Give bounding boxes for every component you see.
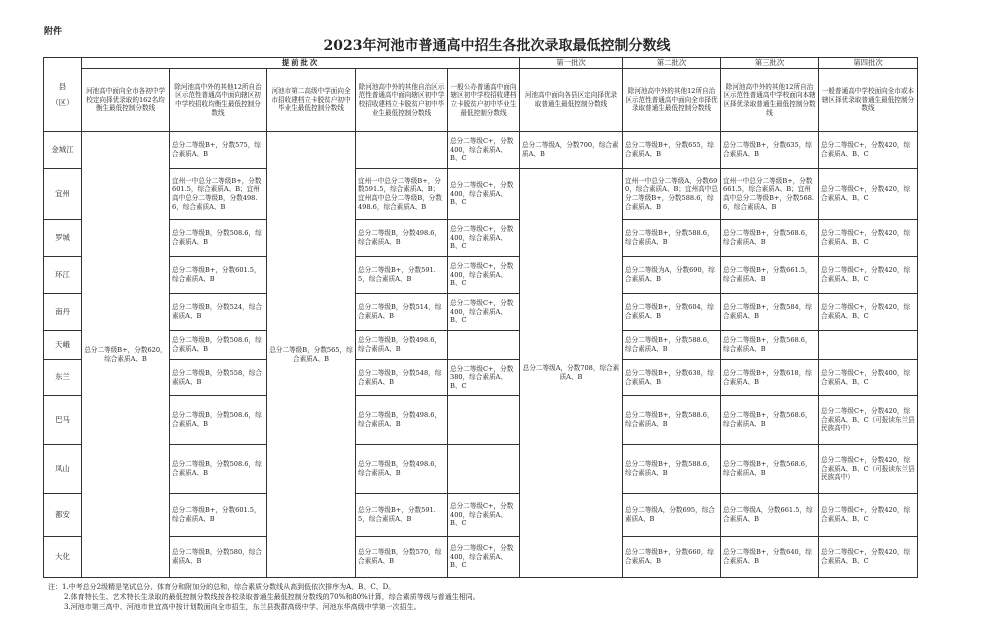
early-col2-cell: 总分二等级B，分数558，综合素质A、B [170, 360, 267, 396]
fourth-batch-cell: 总分二等级C+，分数420，综合素质A、B、C [819, 169, 918, 220]
early-col4-cell: 总分二等级B，分数498.6，综合素质A、B [356, 331, 448, 360]
footnote-1: 注：1.中考总分2级精是笔试总分、体育分和附加分的总和，综合素质分数线从高到低依次排序为A、B、C、D。 [48, 583, 396, 591]
early-col2-cell: 宜州一中总分二等级B+，分数601.5，综合素质A、B；宜州高中总分二等级B，分数498.6，综合素质A、B [170, 169, 267, 220]
county-name: 宜州 [44, 169, 82, 220]
first-batch-top: 总分二等级A，分数700，综合素质A、B [520, 132, 623, 169]
third-batch-cell: 总分二等级B+，分数640，综合素质A、B [721, 537, 819, 578]
county-name: 都安 [44, 494, 82, 537]
second-batch-cell: 总分二等级B+，分数604，综合素质A、B [623, 294, 721, 331]
column-description-2: 除河池高中外的其他12所自治区示范性普通高中面向辖区初中学校招收均衡生最低控制分数线 [170, 69, 267, 132]
early-col2-cell: 总分二等级B，分数508.6，综合素质A、B [170, 396, 267, 445]
fourth-batch-cell: 总分二等级C+，分数400，综合素质A、B、C [819, 360, 918, 396]
column-description-7: 除河池高中外的其他12所自治区示范性普通高中面向全市择优录取普通生最低控制分数线 [623, 69, 721, 132]
county-name: 南丹 [44, 294, 82, 331]
third-batch-cell: 总分二等级A，分数661.5，综合素质A、B [721, 494, 819, 537]
group-early-header: 提前批次 [82, 58, 520, 69]
early-col5-cell [448, 331, 520, 360]
early-col5-cell [448, 445, 520, 494]
third-batch-cell: 总分二等级B+，分数661.5，综合素质A、B [721, 257, 819, 294]
score-table [43, 57, 994, 578]
third-batch-cell: 总分二等级B+，分数568.6，综合素质A、B [721, 445, 819, 494]
footnote-2: 2.体育特长生、艺术特长生录取的最低控制分数线按各校录取普通生最低控制分数线的70%和80%计算，综合素质等级与普通生相同。 [64, 593, 480, 601]
early-col4-cell: 总分二等级B，分数548，综合素质A、B [356, 360, 448, 396]
second-batch-cell: 总分二等级B+，分数588.6，综合素质A、B [623, 396, 721, 445]
county-name: 罗城 [44, 220, 82, 257]
second-batch-cell: 总分二等级A，分数695，综合素质A、B [623, 494, 721, 537]
early-col5-cell: 总分二等级C+，分数400，综合素质A、B、C [448, 257, 520, 294]
early-col5-cell: 总分二等级C+，分数400，综合素质A、B、C [448, 132, 520, 169]
county-name: 天峨 [44, 331, 82, 360]
fourth-batch-cell: 总分二等级C+，分数420，综合素质A、B、C [819, 257, 918, 294]
early-col4-cell: 总分二等级B，分数498.6，综合素质A、B [356, 445, 448, 494]
early-col5-cell: 总分二等级C+，分数400，综合素质A、B、C [448, 294, 520, 331]
early-col4-cell: 总分二等级B，分数514，综合素质A、B [356, 294, 448, 331]
early-col2-cell: 总分二等级B+，分数601.5，综合素质A、B [170, 494, 267, 537]
county-name: 环江 [44, 257, 82, 294]
county-name: 凤山 [44, 445, 82, 494]
fourth-batch-cell: 总分二等级C+，分数420，综合素质A、B、C [819, 132, 918, 169]
table-row [44, 257, 994, 294]
third-batch-cell: 总分二等级B+，分数568.6，综合素质A、B [721, 220, 819, 257]
early-col2-cell: 总分二等级B+，分数575，综合素质A、B [170, 132, 267, 169]
table-row [44, 220, 994, 257]
third-batch-cell: 总分二等级B+，分数568.6，综合素质A、B [721, 331, 819, 360]
table-row [44, 537, 994, 578]
early-col2-cell: 总分二等级B，分数580，综合素质A、B [170, 537, 267, 578]
second-batch-cell: 总分二等级B+，分数638，综合素质A、B [623, 360, 721, 396]
fourth-batch-cell: 总分二等级C+，分数420，综合素质A、B、C [819, 537, 918, 578]
first-batch-bottom: 总分二等级A，分数708，综合素质A、B [520, 169, 623, 578]
county-name: 大化 [44, 537, 82, 578]
group-second-header: 第二批次 [623, 58, 721, 69]
table-row [44, 169, 994, 220]
page-title: 2023年河池市普通高中招生各批次录取最低控制分数线 [323, 38, 671, 54]
early-col3-merged: 总分二等级B，分数565，综合素质A、B [267, 132, 356, 578]
fourth-batch-cell [819, 331, 918, 360]
early-col5-cell [448, 396, 520, 445]
fourth-batch-cell: 总分二等级C+，分数420，综合素质A、B、C（可报读东兰县民族高中） [819, 445, 918, 494]
column-description-5: 一般公办普通高中面向辖区初中学校招收建档立卡脱贫户初中毕业生最低控制分数线 [448, 69, 520, 132]
column-description-1: 河池高中面向全市各初中学校定向择优录取的162名均衡生最低控制分数线 [82, 69, 170, 132]
early-col5-cell: 总分二等级C+，分数380，综合素质A、B、C [448, 360, 520, 396]
table-row [44, 396, 994, 445]
column-description-3: 河池市第二高级中学面向全市招收建档立卡脱贫户初中毕业生最低控制分数线 [267, 69, 356, 132]
early-col5-cell: 总分二等级C+，分数400，综合素质A、B、C [448, 537, 520, 578]
group-third-header: 第三批次 [721, 58, 819, 69]
fourth-batch-cell: 总分二等级C+，分数420，综合素质A、B、C [819, 220, 918, 257]
early-col4-cell: 总分二等级B+，分数591.5，综合素质A、B [356, 257, 448, 294]
column-description-9: 一般普通高中学校面向全市或本辖区择优录取普通生最低控制分数线 [819, 69, 918, 132]
column-description-8: 除河池高中外的其他12所自治区示范性普通高中学校面向本辖区择优录取普通生最低控制分数线 [721, 69, 819, 132]
early-col2-cell: 总分二等级B，分数508.6，综合素质A、B [170, 331, 267, 360]
fourth-batch-cell: 总分二等级C+，分数420，综合素质A、B、C [819, 494, 918, 537]
third-batch-cell: 总分二等级B+，分数568.6，综合素质A、B [721, 396, 819, 445]
early-col4-cell: 总分二等级B，分数498.6，综合素质A、B [356, 220, 448, 257]
column-description-6: 河池高中面向各县区定向择优录取普通生最低控制分数线 [520, 69, 623, 132]
early-col5-cell: 总分二等级C+，分数400，综合素质A、B、C [448, 494, 520, 537]
second-batch-cell: 总分二等级B+，分数655，综合素质A、B [623, 132, 721, 169]
county-column-header: 县 （区） [44, 58, 82, 132]
third-batch-cell: 总分二等级B+，分数618，综合素质A、B [721, 360, 819, 396]
group-first-header: 第一批次 [520, 58, 623, 69]
early-col2-cell: 总分二等级B，分数508.6，综合素质A、B [170, 220, 267, 257]
early-col2-cell: 总分二等级B，分数524，综合素质A、B [170, 294, 267, 331]
early-col5-cell: 总分二等级C+，分数400，综合素质A、B、C [448, 220, 520, 257]
fourth-batch-cell: 总分二等级C+，分数420，综合素质A、B、C [819, 294, 918, 331]
table-row [44, 132, 994, 169]
early-col4-cell: 总分二等级B，分数570，综合素质A、B [356, 537, 448, 578]
early-col4-cell: 总分二等级B，分数498.6，综合素质A、B [356, 396, 448, 445]
early-col5-cell: 总分二等级C+，分数400，综合素质A、B、C [448, 169, 520, 220]
county-name: 金城江 [44, 132, 82, 169]
footnote-3: 3.河池市第三高中、河池市世宜高中按计划数面向全市招生，东兰县拨群高级中学、河池东华高级中学第一次招生。 [64, 603, 421, 611]
early-col4-cell: 宜州一中总分二等级B+，分数591.5，综合素质A、B；宜州高中总分二等级B，分数498.6，综合素质A、B [356, 169, 448, 220]
second-batch-cell: 总分二等级B+，分数588.6，综合素质A、B [623, 220, 721, 257]
second-batch-cell: 总分二等级为A，分数690，综合素质A、B [623, 257, 721, 294]
column-description-4: 除河池高中外的其他自治区示范性普通高中面向辖区初中学校招收建档立卡脱贫户初中毕业生最低控制分数线 [356, 69, 448, 132]
third-batch-cell: 总分二等级B+，分数584，综合素质A、B [721, 294, 819, 331]
table-row [44, 445, 994, 494]
second-batch-cell: 宜州一中总分二等级A，分数690，综合素质A、B；宜州高中总分二等级B+，分数588.6，综合素质A、B [623, 169, 721, 220]
second-batch-cell: 总分二等级B+，分数588.6，综合素质A、B [623, 445, 721, 494]
third-batch-cell: 总分二等级B+，分数635，综合素质A、B [721, 132, 819, 169]
attachment-label: 附件 [44, 27, 63, 37]
second-batch-cell: 总分二等级B+，分数588.6，综合素质A、B [623, 331, 721, 360]
table-row [44, 494, 994, 537]
county-name: 巴马 [44, 396, 82, 445]
county-name: 东兰 [44, 360, 82, 396]
table-row [44, 360, 994, 396]
early-col4-cell: 总分二等级B+，分数591.5，综合素质A、B [356, 494, 448, 537]
early-col2-cell: 总分二等级B+，分数601.5，综合素质A、B [170, 257, 267, 294]
table-row [44, 331, 994, 360]
footnotes [48, 582, 968, 612]
table-row [44, 294, 994, 331]
early-col2-cell: 总分二等级B，分数508.6，综合素质A、B [170, 445, 267, 494]
group-fourth-header: 第四批次 [819, 58, 918, 69]
third-batch-cell: 宜州一中总分二等级B+，分数661.5，综合素质A、B；宜州高中总分二等级B+，分数568.6，综合素质A、B [721, 169, 819, 220]
fourth-batch-cell: 总分二等级C+，分数420，综合素质A、B、C（可报读东兰县民族高中） [819, 396, 918, 445]
early-col4-cell [356, 132, 448, 169]
second-batch-cell: 总分二等级B+，分数660，综合素质A、B [623, 537, 721, 578]
early-col1-merged: 总分二等级B+，分数620，综合素质A、B [82, 132, 170, 578]
